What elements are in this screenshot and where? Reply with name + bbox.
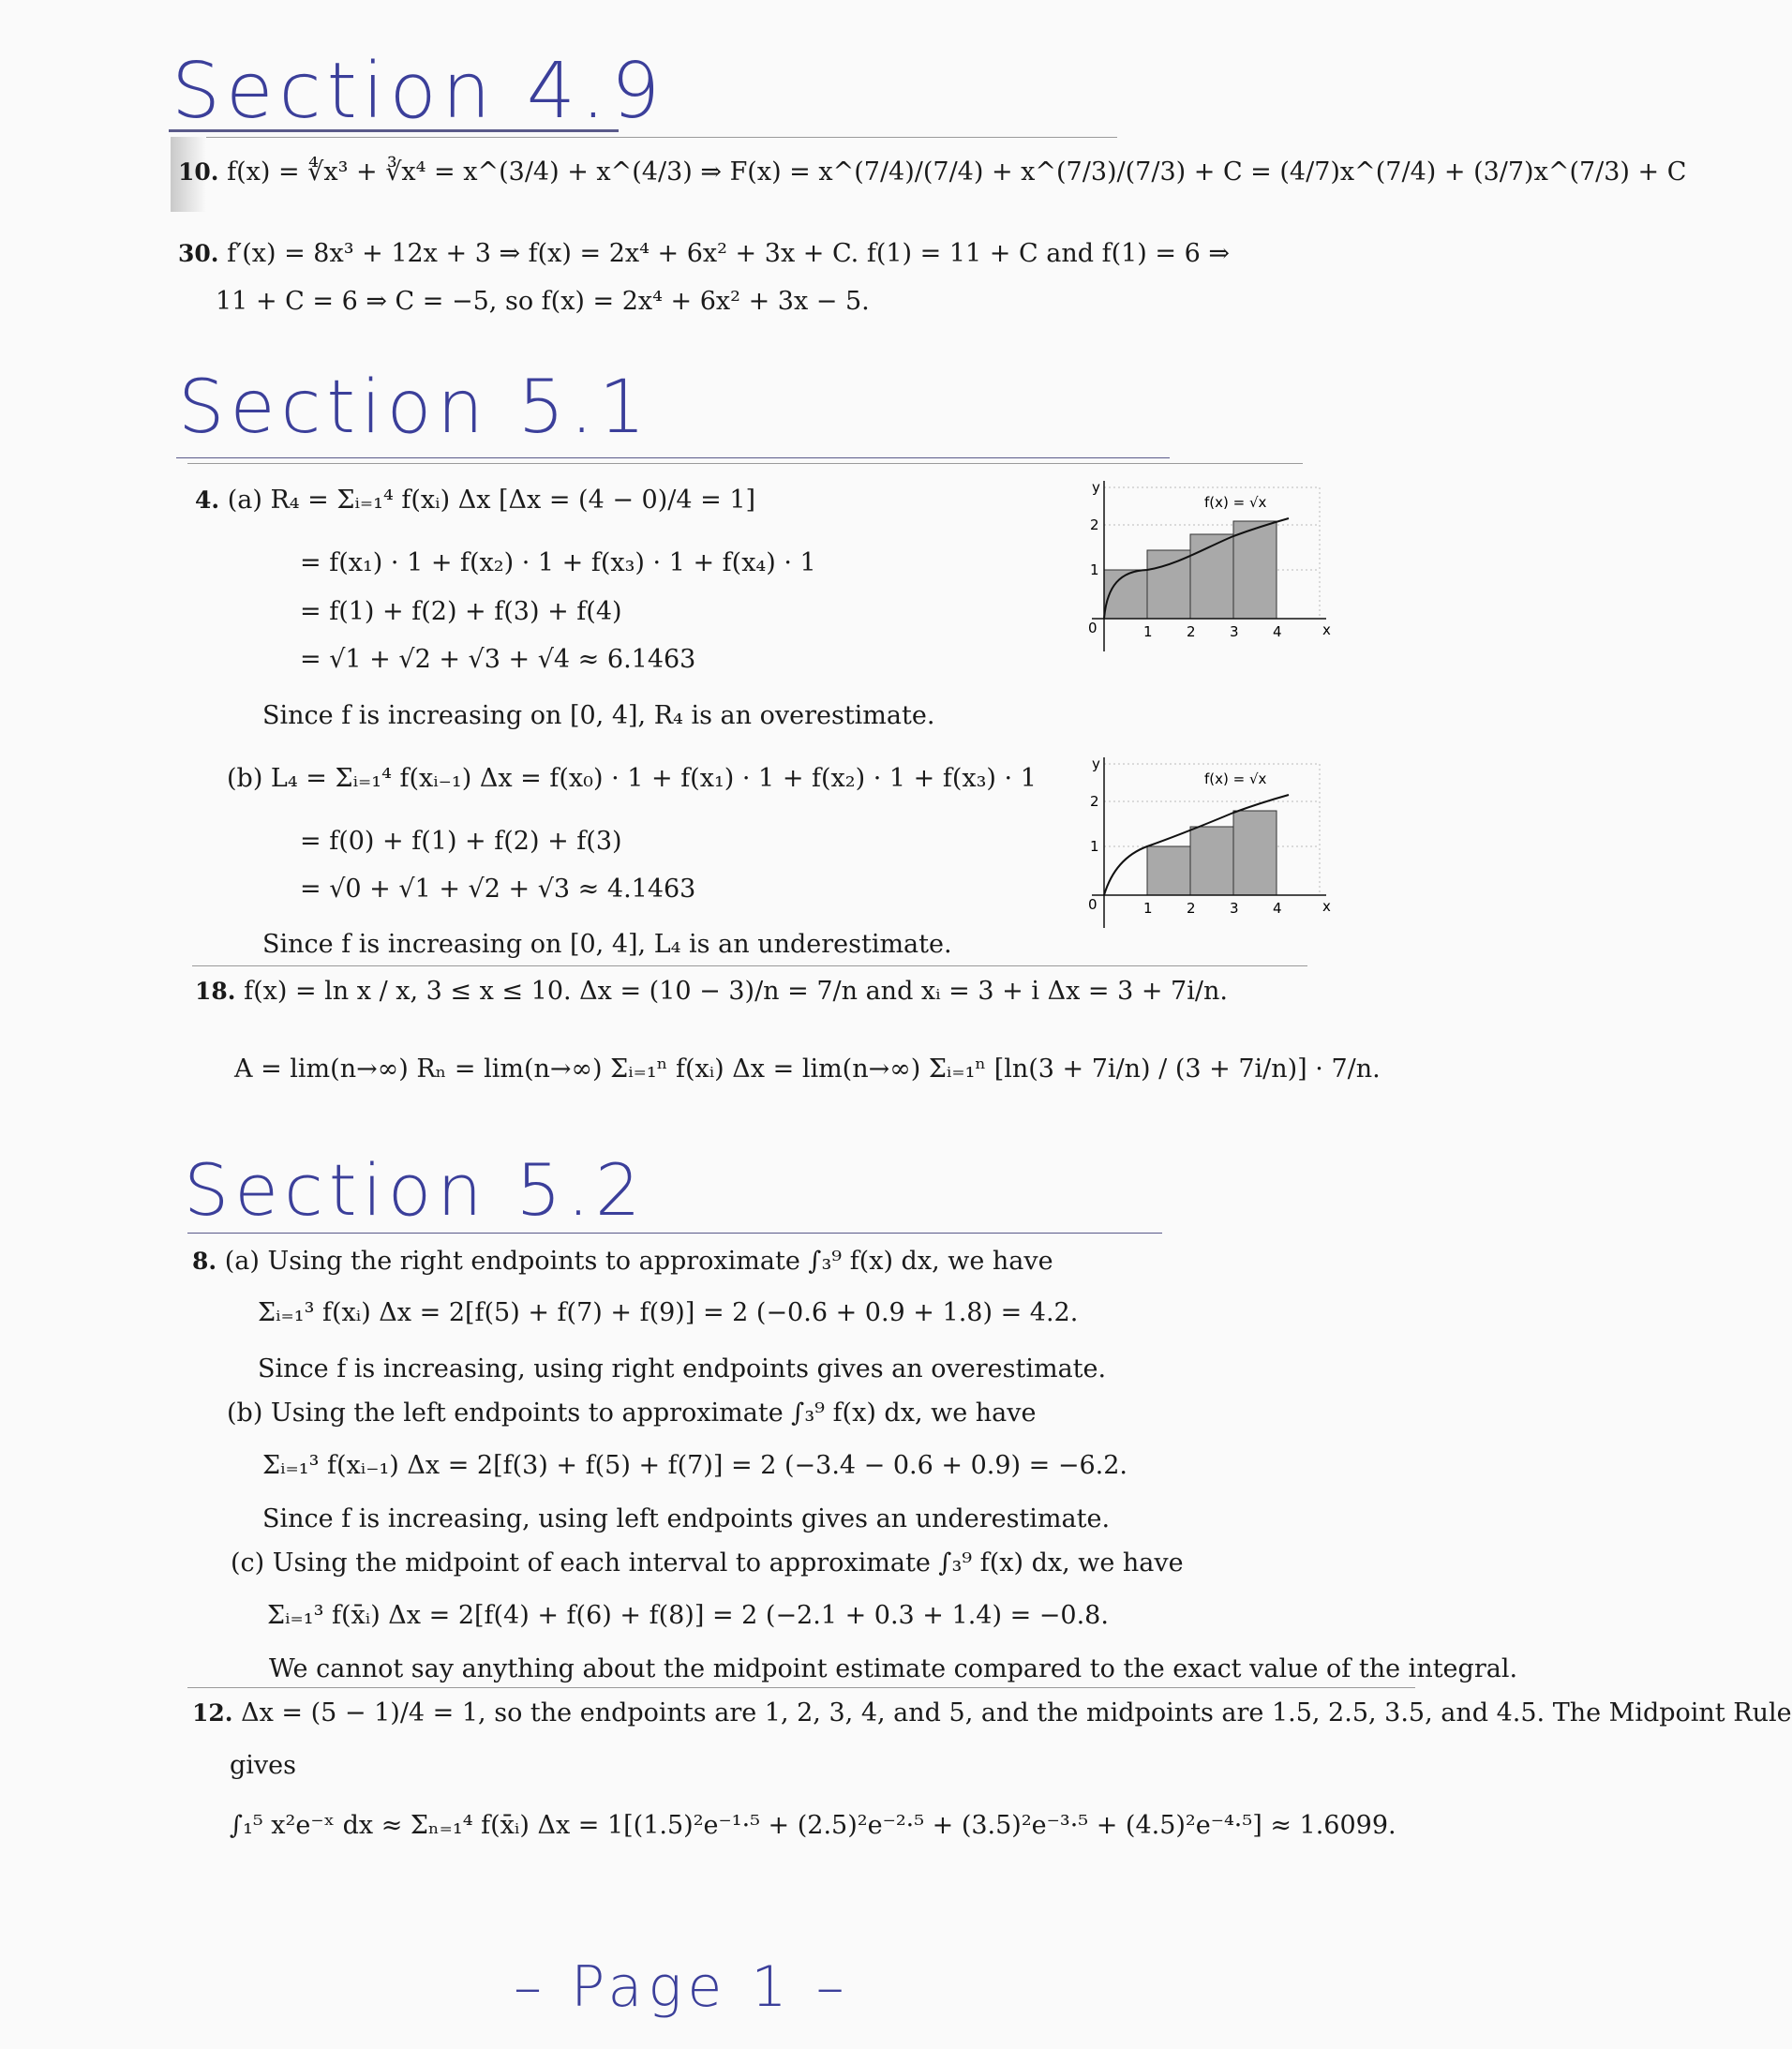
tick-x-4: 4	[1273, 623, 1282, 640]
tick-y-1: 1	[1090, 561, 1099, 578]
problem-8a-line3: Since f is increasing, using right endpoints gives an overestimate.	[258, 1354, 1107, 1383]
tick-x-3: 3	[1230, 900, 1239, 917]
graph-right-endpoints	[1064, 473, 1336, 665]
problem-4a-line3: = f(1) + f(2) + f(3) + f(4)	[300, 597, 622, 626]
x-axis-label: x	[1322, 898, 1331, 915]
section-4-9-underline	[169, 129, 619, 132]
problem-8a-line1	[192, 1247, 1053, 1276]
rect-bar	[1104, 570, 1147, 619]
section-5-2-heading: Section 5.2	[184, 1148, 647, 1232]
problem-12-line1-text: Δx = (5 − 1)/4 = 1, so the endpoints are 1, 2, 3, 4, and 5, and the midpoints are 1.5, 2.5, 3.5, and 4.5. The Midpoint Rule	[241, 1698, 1792, 1727]
tick-y-2: 2	[1090, 516, 1099, 533]
problem-18-line1	[195, 977, 1228, 1006]
y-axis-label: y	[1092, 479, 1100, 496]
problem-4b-conclusion: Since f is increasing on [0, 4], L₄ is an underestimate.	[262, 930, 952, 959]
rect-bar	[1190, 827, 1233, 895]
function-label: f(x) = √x	[1204, 770, 1267, 787]
problem-4a-conclusion: Since f is increasing on [0, 4], R₄ is an overestimate.	[262, 701, 935, 730]
rect-bar	[1190, 534, 1233, 619]
problem-10-text: f(x) = ∜x³ + ∛x⁴ = x^(3/4) + x^(4/3) ⇒ F(x) = x^(7/4)/(7/4) + x^(7/3)/(7/3) + C = (4/7)x^(7/4) + (3/7)x^(7/3) + C	[227, 157, 1687, 187]
problem-12-line3: ∫₁⁵ x²e⁻ˣ dx ≈ Σₙ₌₁⁴ f(x̄ᵢ) Δx = 1[(1.5)²e⁻¹·⁵ + (2.5)²e⁻²·⁵ + (3.5)²e⁻³·⁵ + (4.5)²e⁻⁴·⁵] ≈ 1.6099.	[230, 1811, 1396, 1840]
problem-4a-line4: = √1 + √2 + √3 + √4 ≈ 6.1463	[300, 645, 696, 674]
problem-4b-line3: = √0 + √1 + √2 + √3 ≈ 4.1463	[300, 875, 696, 904]
tick-x-2: 2	[1187, 623, 1196, 640]
tick-x-2: 2	[1187, 900, 1196, 917]
problem-12-line2: gives	[230, 1751, 297, 1780]
problem-4a-head	[195, 486, 755, 515]
rect-bar	[1233, 811, 1277, 895]
problem-10	[178, 157, 1686, 187]
problem-8b-line1: (b) Using the left endpoints to approximate ∫₃⁹ f(x) dx, we have	[227, 1398, 1037, 1428]
tick-x-1: 1	[1143, 623, 1153, 640]
problem-8c-line1: (c) Using the midpoint of each interval to approximate ∫₃⁹ f(x) dx, we have	[231, 1548, 1184, 1578]
page-number-footer: – Page 1 –	[514, 1954, 850, 2020]
problem-8b-line3: Since f is increasing, using left endpoints gives an underestimate.	[262, 1504, 1111, 1533]
rect-bar	[1147, 550, 1190, 619]
x-axis-label: x	[1322, 621, 1331, 638]
problem-12-line1	[192, 1698, 1792, 1727]
problem-number: 30.	[178, 240, 219, 267]
section-5-1-heading: Section 5.1	[178, 366, 651, 450]
divider	[192, 965, 1307, 966]
problem-8b-line2: Σᵢ₌₁³ f(xᵢ₋₁) Δx = 2[f(3) + f(5) + f(7)] = 2 (−3.4 − 0.6 + 0.9) = −6.2.	[262, 1451, 1127, 1480]
problem-4a-line2: = f(x₁) · 1 + f(x₂) · 1 + f(x₃) · 1 + f(x₄) · 1	[300, 548, 816, 577]
tick-x-1: 1	[1143, 900, 1153, 917]
section-5-1-underline	[176, 457, 1170, 458]
problem-30	[178, 239, 1230, 268]
problem-number: 18.	[195, 978, 236, 1005]
tick-y-2: 2	[1090, 793, 1099, 810]
problem-8a-line2: Σᵢ₌₁³ f(xᵢ) Δx = 2[f(5) + f(7) + f(9)] = 2 (−0.6 + 0.9 + 1.8) = 4.2.	[258, 1298, 1079, 1327]
tick-y-1: 1	[1090, 838, 1099, 855]
tick-x-4: 4	[1273, 900, 1282, 917]
problem-8c-line2: Σᵢ₌₁³ f(x̄ᵢ) Δx = 2[f(4) + f(6) + f(8)] = 2 (−2.1 + 0.3 + 1.4) = −0.8.	[267, 1601, 1109, 1630]
origin-label: 0	[1088, 620, 1098, 636]
section-5-2-underline	[187, 1233, 1162, 1234]
problem-18-line1-text: f(x) = ln x / x, 3 ≤ x ≤ 10. Δx = (10 − 3)/n = 7/n and xᵢ = 3 + i Δx = 3 + 7i/n.	[244, 977, 1228, 1006]
problem-30-line1: f′(x) = 8x³ + 12x + 3 ⇒ f(x) = 2x⁴ + 6x² + 3x + C. f(1) = 11 + C and f(1) = 6 ⇒	[227, 239, 1230, 268]
rect-bar	[1147, 846, 1190, 895]
tick-x-3: 3	[1230, 623, 1239, 640]
divider	[187, 1687, 1415, 1688]
divider	[171, 137, 1117, 138]
problem-8c-line3: We cannot say anything about the midpoint estimate compared to the exact value of the integral.	[269, 1654, 1518, 1683]
problem-number: 4.	[195, 486, 220, 514]
y-axis-label: y	[1092, 755, 1100, 772]
problem-8a-line1-text: (a) Using the right endpoints to approximate ∫₃⁹ f(x) dx, we have	[224, 1247, 1053, 1276]
section-4-9-heading: Section 4.9	[172, 47, 666, 136]
origin-label: 0	[1088, 896, 1098, 913]
function-label: f(x) = √x	[1204, 494, 1267, 511]
rect-bar	[1233, 521, 1277, 619]
problem-4b-line2: = f(0) + f(1) + f(2) + f(3)	[300, 827, 622, 856]
problem-number: 12.	[192, 1699, 233, 1727]
problem-4a-head-text: (a) R₄ = Σᵢ₌₁⁴ f(xᵢ) Δx [Δx = (4 − 0)/4 = 1]	[227, 486, 756, 515]
problem-number: 8.	[192, 1248, 217, 1275]
problem-number: 10.	[178, 158, 219, 186]
divider	[187, 463, 1303, 464]
graph-left-endpoints	[1064, 750, 1336, 941]
problem-18-line2: A = lim(n→∞) Rₙ = lim(n→∞) Σᵢ₌₁ⁿ f(xᵢ) Δx = lim(n→∞) Σᵢ₌₁ⁿ [ln(3 + 7i/n) / (3 + 7i/n)] · 7/n.	[234, 1054, 1381, 1084]
problem-30-line2: 11 + C = 6 ⇒ C = −5, so f(x) = 2x⁴ + 6x² + 3x − 5.	[216, 287, 870, 316]
problem-4b-head: (b) L₄ = Σᵢ₌₁⁴ f(xᵢ₋₁) Δx = f(x₀) · 1 + f(x₁) · 1 + f(x₂) · 1 + f(x₃) · 1	[227, 764, 1037, 793]
